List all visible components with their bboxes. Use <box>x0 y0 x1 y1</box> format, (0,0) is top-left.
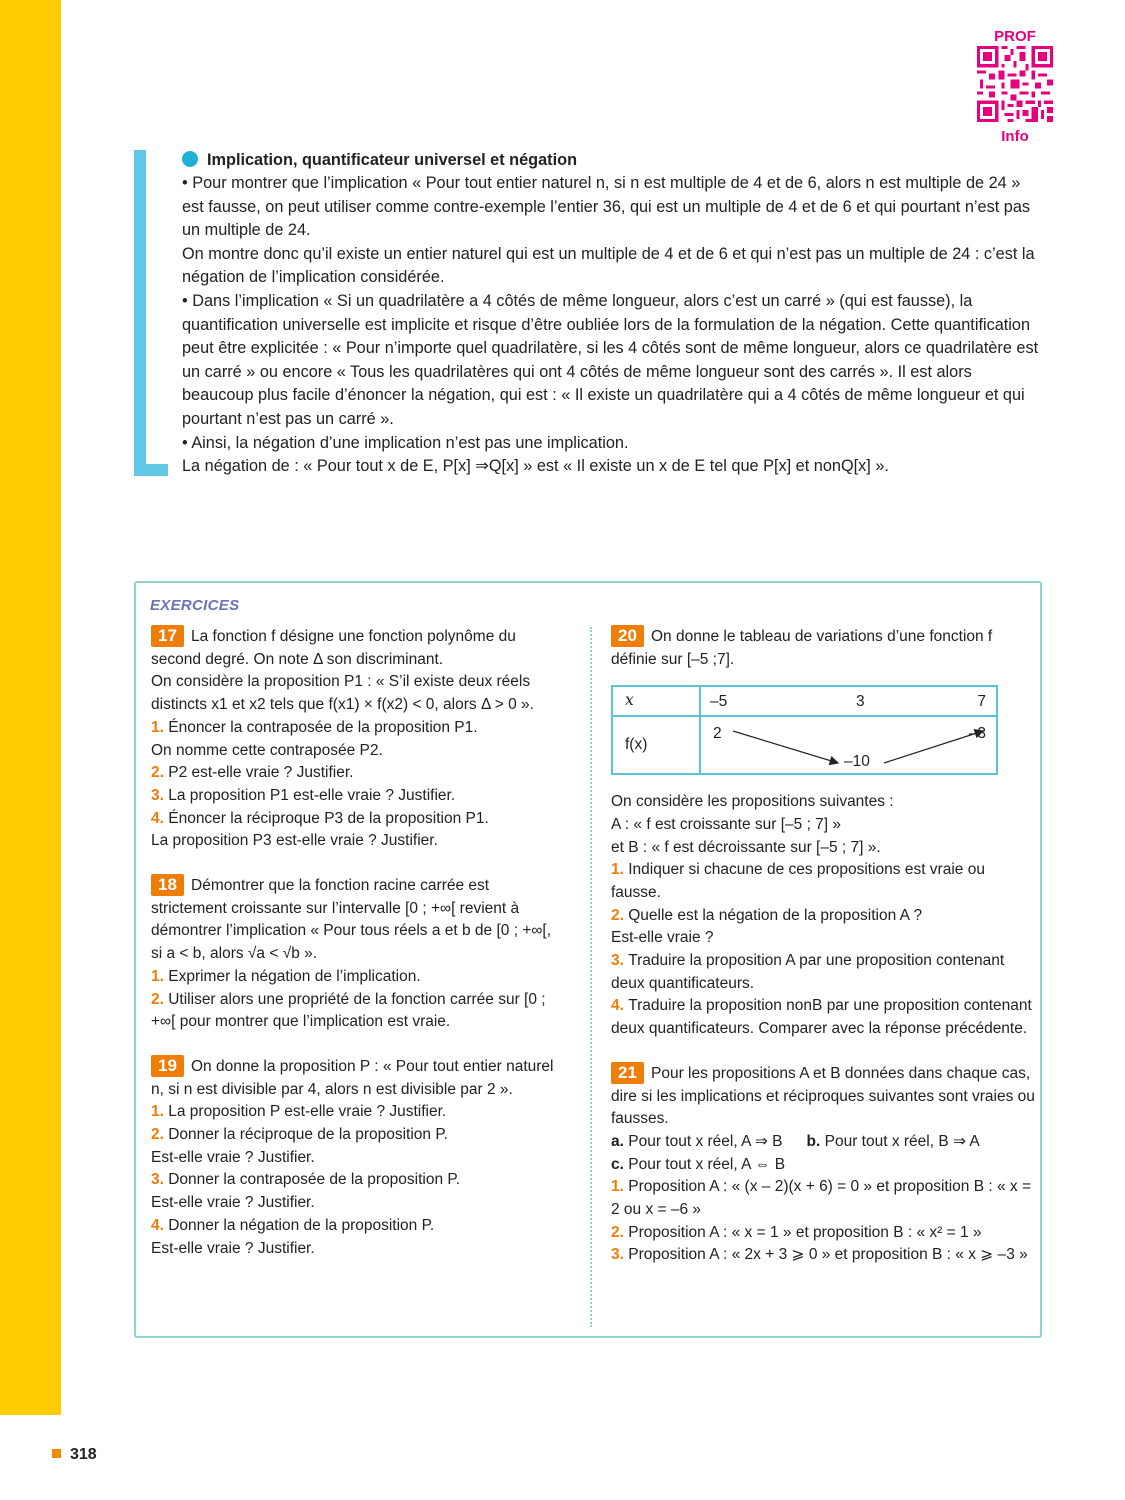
increasing-arrow <box>884 731 983 763</box>
question-text: La proposition P est-elle vraie ? Justifier. <box>168 1103 447 1121</box>
exercise-intro: Pour les propositions A et B données dans chaque cas, dire si les implications et réciproques suivantes sont vraies ou fausses. <box>611 1064 1035 1128</box>
page-number: 318 <box>52 1446 97 1464</box>
question-text: Énoncer la contraposée de la proposition P1. <box>168 718 478 736</box>
table-x-label: x <box>625 691 634 710</box>
question-number: 2. <box>611 906 629 924</box>
cours-paragraph-3: • Dans l’implication « Si un quadrilatère a 4 côtés de même longueur, alors c’est un carré » (qui est fausse), la quantification universelle est implicite et risque d’être oubliée lors de la formulation de la négation. Cette quantification peut être explicitée : « Pour n’importe quel quadrilatère, si les 4 côtés sont de même longueur, alors ce quadrilatère est un carré » ou encore « Tous les quadrilatères qui ont 4 côtés de même longueur sont des carrés ». Il est alors beaucoup plus facile d’énoncer la négation, qui est : « Il existe un quadrilatère qui a 4 côtés de même longueur et qui pourtant n’est pas un carré ». <box>182 291 1039 428</box>
table-f-label: f(x) <box>625 735 648 753</box>
cours-bracket-horizontal <box>134 464 168 476</box>
question-number: 3. <box>611 1246 629 1264</box>
exercise-number[interactable]: 21 <box>611 1062 644 1084</box>
question-number: 1. <box>151 718 169 736</box>
cours-paragraph-4: • Ainsi, la négation d’une implication n’est pas une implication. <box>182 433 629 452</box>
cours-paragraph-1: • Pour montrer que l’implication « Pour tout entier naturel n, si n est multiple de 4 et de 6, alors n est multiple de 24 » est fausse, on peut utiliser comme contre-exemple l’entier 36, qui est un multiple de 4 et de 6 et qui pourtant n’est pas un multiple de 24. <box>182 174 1031 240</box>
question-number: 1. <box>151 967 169 985</box>
question-text: Donner la réciproque de la proposition P. <box>168 1126 448 1144</box>
question-text: Exprimer la négation de l’implication. <box>168 967 421 985</box>
question-text: La proposition P3 est-elle vraie ? Justifier. <box>151 832 438 850</box>
table-f-value: –10 <box>844 753 870 771</box>
bullet-dot-icon <box>182 151 198 167</box>
question-number: 3. <box>151 786 169 804</box>
table-f-value: 2 <box>713 725 722 743</box>
exercise-intro: Démontrer que la fonction racine carrée est strictement croissante sur l’intervalle [0 ; +∞[ revient à démontrer l’implication « Pour tous réels a et b de [0 ; +∞[, si a < b, alors √a < √b ». <box>151 877 552 963</box>
exercise-21 <box>611 1062 1036 1267</box>
decreasing-arrow <box>733 731 838 763</box>
question-number: 1. <box>611 1178 629 1196</box>
qr-label-top: PROF <box>994 28 1036 45</box>
case-text: Pour tout x réel, B ⇒ A <box>824 1132 980 1150</box>
qr-code-icon <box>976 46 1054 122</box>
question-number: 1. <box>151 1103 169 1121</box>
question-number: 3. <box>611 952 629 970</box>
case-label: a. <box>611 1132 629 1150</box>
exercise-18 <box>151 874 561 1034</box>
question-number: 4. <box>151 1216 169 1234</box>
question-number: 2. <box>151 764 169 782</box>
question-text: Énoncer la réciproque P3 de la proposition P1. <box>168 809 489 827</box>
question-number: 2. <box>611 1223 629 1241</box>
exercises-left-column <box>151 625 561 1281</box>
variation-table <box>611 685 998 775</box>
proposition-a: A : « f est croissante sur [–5 ; 7] » <box>611 815 842 833</box>
column-divider <box>590 627 592 1327</box>
cours-paragraph-5: La négation de : « Pour tout x de E, P[x] ⇒Q[x] » est « Il existe un x de E tel que P[x] et nonQ[x] ». <box>182 457 889 476</box>
cours-bracket-vertical <box>134 150 146 476</box>
question-text: Est-elle vraie ? <box>611 929 714 947</box>
exercise-number[interactable]: 19 <box>151 1055 184 1077</box>
question-number: 1. <box>611 861 629 879</box>
exercise-intro: On donne le tableau de variations d’une fonction f définie sur [–5 ;7]. <box>611 628 993 668</box>
exercise-number[interactable]: 17 <box>151 625 184 647</box>
question-text: Est-elle vraie ? Justifier. <box>151 1194 315 1212</box>
exercise-text: On considère les propositions suivantes : <box>611 793 894 811</box>
table-x-value: 7 <box>977 693 986 711</box>
question-text: Est-elle vraie ? Justifier. <box>151 1148 315 1166</box>
exercises-box <box>134 581 1042 1338</box>
question-text: Proposition A : « (x – 2)(x + 6) = 0 » et proposition B : « x = 2 ou x = –6 » <box>611 1178 1032 1219</box>
case-text: Pour tout x réel, A ⇒ B <box>628 1132 783 1150</box>
question-number: 2. <box>151 1126 169 1144</box>
exercise-number[interactable]: 18 <box>151 874 184 896</box>
question-text: Quelle est la négation de la proposition A ? <box>628 906 923 924</box>
exercises-right-column <box>611 625 1036 1288</box>
proposition-b: et B : « f est décroissante sur [–5 ; 7] ». <box>611 838 881 856</box>
question-number: 4. <box>151 809 169 827</box>
case-text: Pour tout x réel, A ⇔ B <box>628 1155 786 1173</box>
table-f-value: –3 <box>968 725 986 743</box>
question-text: Est-elle vraie ? Justifier. <box>151 1239 315 1257</box>
qr-label-bottom: Info <box>1001 128 1029 145</box>
question-number: 2. <box>151 990 169 1008</box>
question-text: Utiliser alors une propriété de la fonction carrée sur [0 ; +∞[ pour montrer que l’implication est vraie. <box>151 990 546 1031</box>
case-label: c. <box>611 1155 629 1173</box>
table-x-value: 3 <box>856 693 865 711</box>
cours-paragraph-2: On montre donc qu’il existe un entier naturel qui est un multiple de 4 et de 6 et qui n’est pas un multiple de 24 : c’est la négation de l’implication considérée. <box>182 244 1035 287</box>
exercises-heading: EXERCICES <box>150 597 240 614</box>
question-text: Traduire la proposition A par une proposition contenant deux quantificateurs. <box>611 952 1005 992</box>
question-text: Indiquer si chacune de ces propositions est vraie ou fausse. <box>611 861 985 901</box>
question-text: Donner la négation de la proposition P. <box>168 1216 435 1234</box>
variation-arrows <box>701 717 1021 775</box>
question-text: On nomme cette contraposée P2. <box>151 741 383 759</box>
exercise-intro: La fonction f désigne une fonction polynôme du second degré. On note Δ son discriminant. <box>151 628 516 668</box>
question-text: Proposition A : « 2x + 3 ⩾ 0 » et proposition B : « x ⩾ –3 » <box>628 1246 1028 1264</box>
question-text: Traduire la proposition nonB par une proposition contenant deux quantificateurs. Comparer avec la réponse précédente. <box>611 997 1032 1038</box>
question-text: Donner la contraposée de la proposition P. <box>168 1171 461 1189</box>
exercise-intro: On donne la proposition P : « Pour tout entier naturel n, si n est divisible par 4, alors n est divisible par 2 ». <box>151 1057 554 1098</box>
table-x-value: –5 <box>710 693 728 711</box>
exercise-proposition: On considère la proposition P1 : « S’il existe deux réels distincts x1 et x2 tels que f(x1) × f(x2) < 0, alors Δ > 0 ». <box>151 673 534 714</box>
exercise-17 <box>151 625 561 853</box>
question-number: 4. <box>611 997 629 1015</box>
question-text: La proposition P1 est-elle vraie ? Justifier. <box>168 786 456 804</box>
question-text: Proposition A : « x = 1 » et proposition B : « x² = 1 » <box>628 1223 982 1241</box>
exercise-19 <box>151 1055 561 1260</box>
case-label: b. <box>806 1132 825 1150</box>
exercise-20 <box>611 625 1036 1041</box>
prof-info-qr[interactable] <box>975 28 1055 145</box>
page-marker-icon <box>52 1449 61 1458</box>
left-color-band <box>0 0 61 1415</box>
question-number: 3. <box>151 1171 169 1189</box>
exercise-number[interactable]: 20 <box>611 625 644 647</box>
cours-title: Implication, quantificateur universel et négation <box>182 150 1042 172</box>
question-text: P2 est-elle vraie ? Justifier. <box>168 764 354 782</box>
